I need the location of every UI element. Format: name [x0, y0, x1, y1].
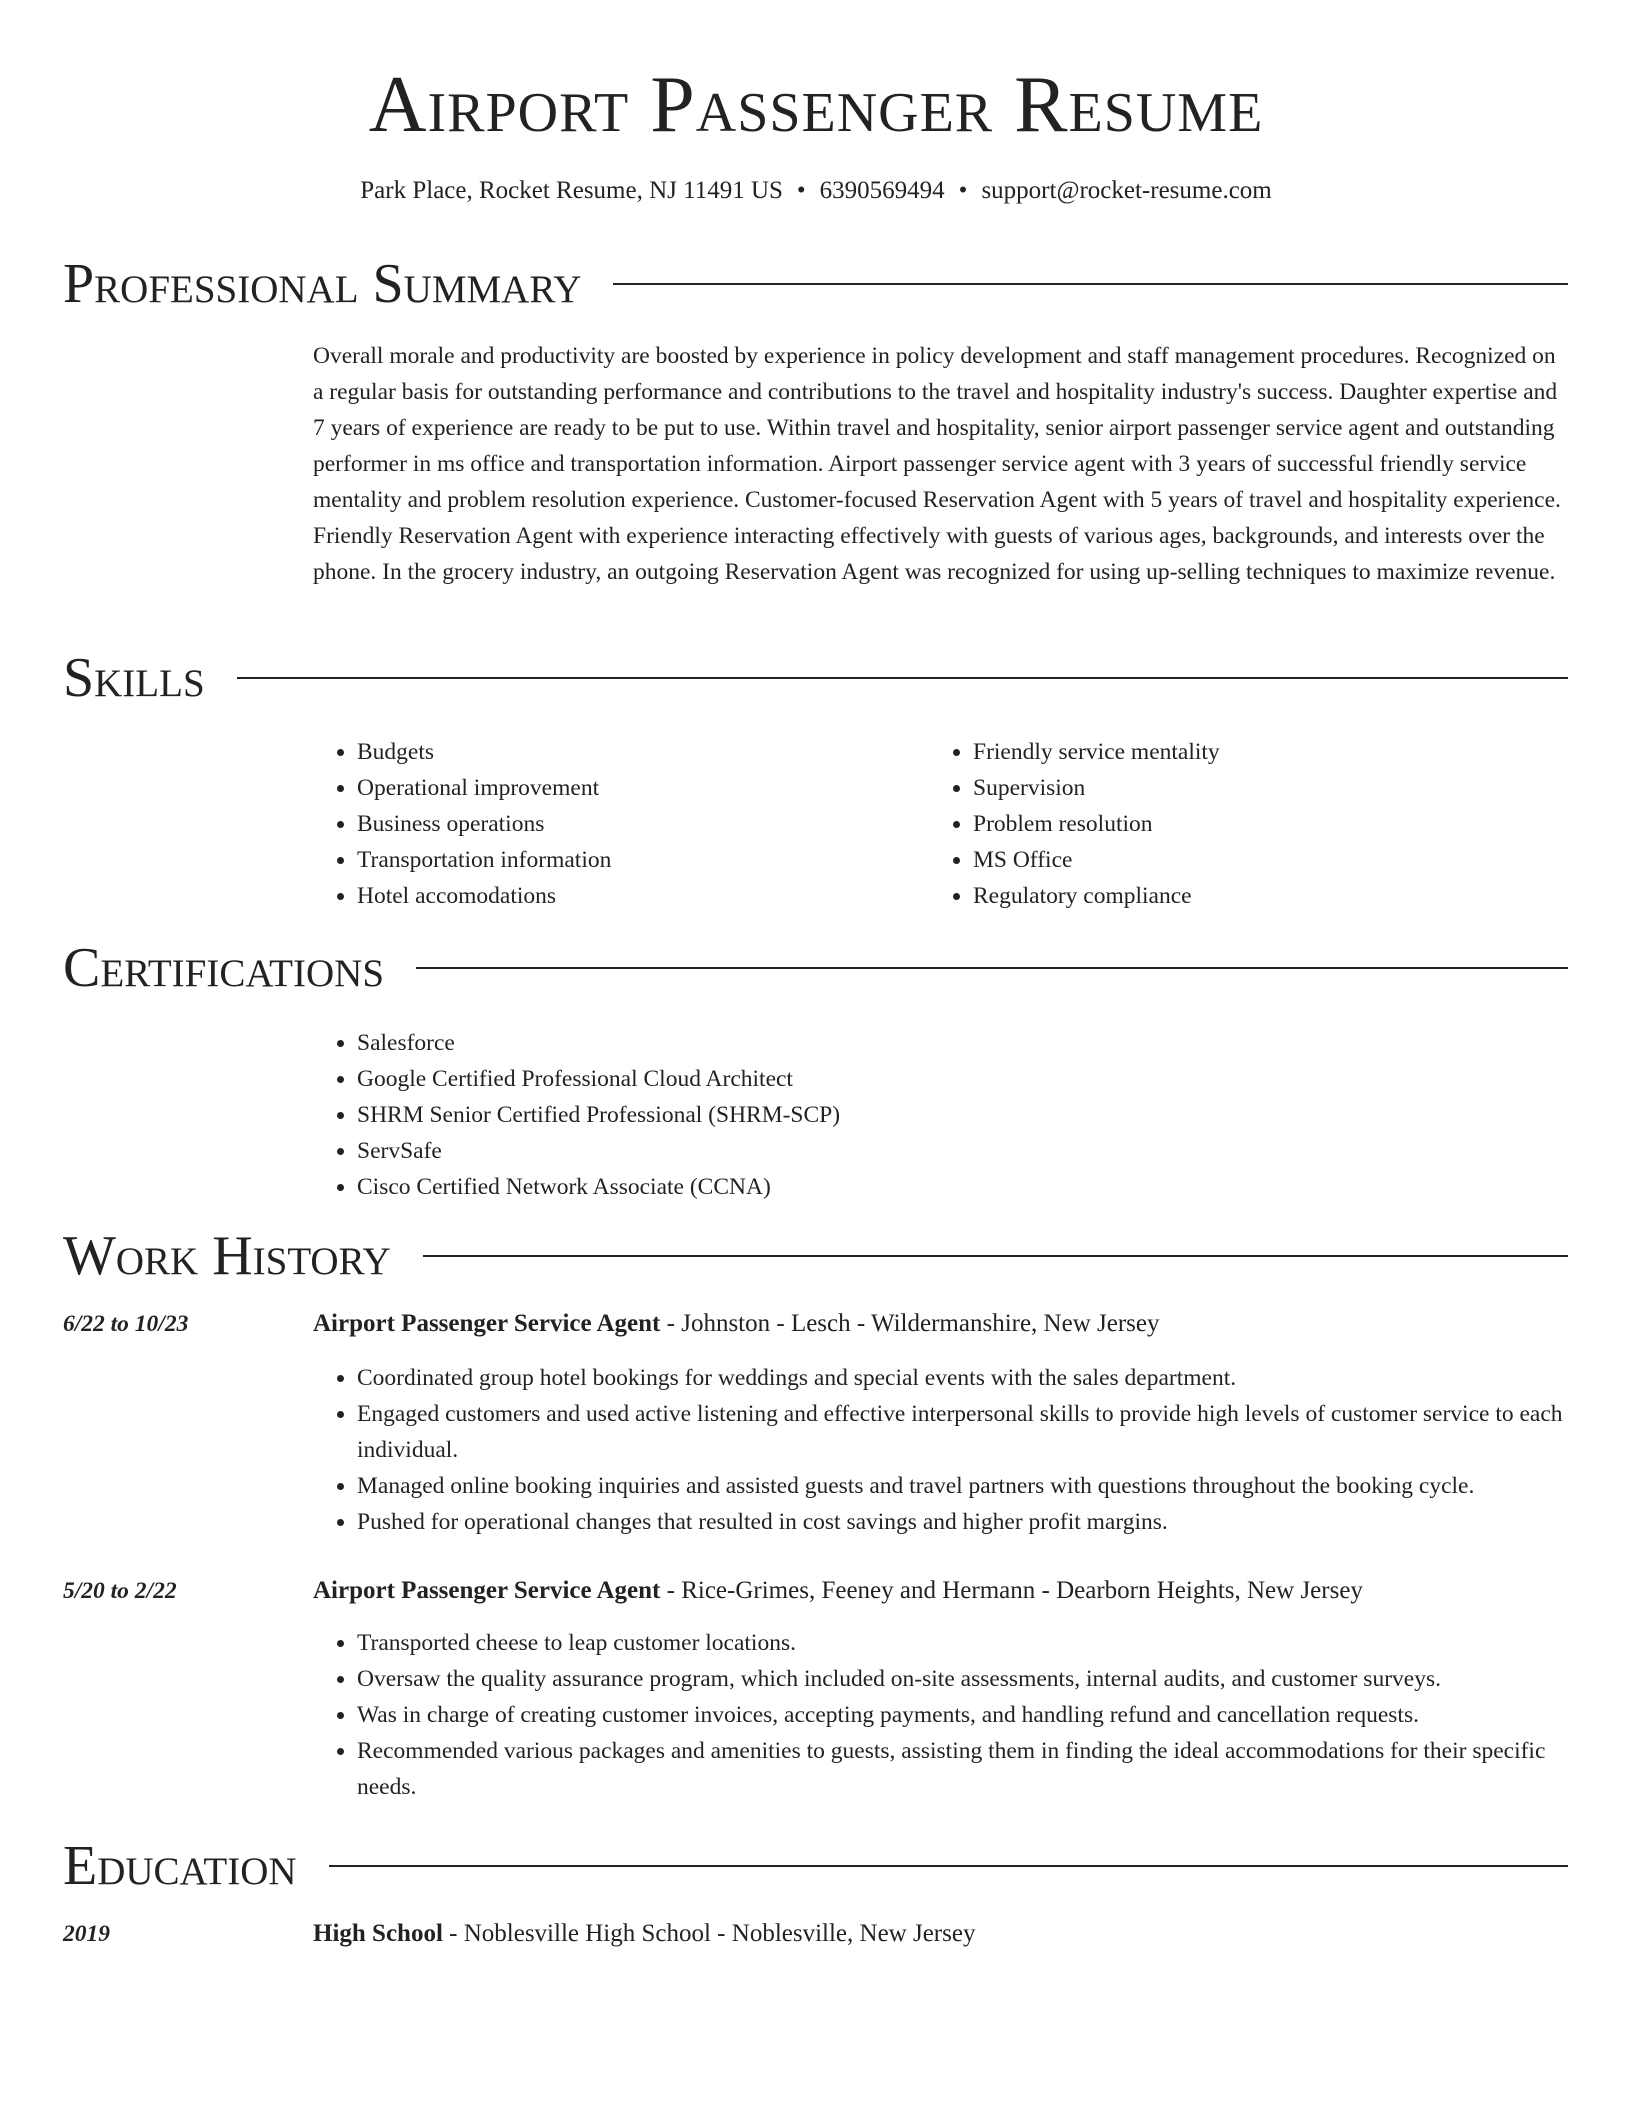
certifications-list [313, 1025, 1513, 1205]
contact-separator: • [958, 177, 968, 204]
section-divider [416, 967, 1568, 969]
education-degree: High School [313, 1920, 443, 1947]
skill-item: • Problem resolution [973, 806, 1569, 842]
job-bullet: • Transported cheese to leap customer locations. [357, 1625, 1573, 1661]
job-bullets [313, 1360, 1573, 1540]
education-year: 2019 [63, 1921, 110, 1947]
job-bullet: • Recommended various packages and amenities to guests, assisting them in finding the ideal accommodations for their specific needs. [357, 1733, 1573, 1805]
summary-text: Overall morale and productivity are boosted by experience in policy development and staff management procedures. Recognized on a regular basis for outstanding performance and contributions to the travel and hospitality industry's success. Daughter expertise and 7 years of experience are ready to be put to use. Within travel and hospitality, senior airport passenger service agent and outstanding performer in ms office and transportation information. Airport passenger service agent with 3 years of successful friendly service mentality and problem resolution experience. Customer-focused Reservation Agent with 5 years of travel and hospitality experience. Friendly Reservation Agent with experience interacting effectively with guests of various ages, backgrounds, and interests over the phone. In the grocery industry, an outgoing Reservation Agent was recognized for using up-selling techniques to maximize revenue. [313, 343, 1561, 585]
work-title: Work History [63, 1225, 391, 1287]
skill-item: • Budgets [357, 734, 913, 770]
skill-item: • Friendly service mentality [973, 734, 1569, 770]
skill-item: • Hotel accomodations [357, 878, 913, 914]
skill-item: • Transportation information [357, 842, 913, 878]
job-bullet: • Was in charge of creating customer invoices, accepting payments, and handling refund and cancellation requests. [357, 1697, 1573, 1733]
job-heading [313, 1306, 1573, 1342]
skill-item: • Regulatory compliance [973, 878, 1569, 914]
job-dates: 6/22 to 10/23 [63, 1311, 189, 1337]
job-heading [313, 1573, 1573, 1609]
education-section-header [63, 1836, 1568, 1896]
skills-column-left [313, 734, 913, 914]
contact-email: support@rocket-resume.com [981, 177, 1272, 204]
certification-item: • ServSafe [357, 1133, 1513, 1169]
certifications-section-header [63, 938, 1568, 998]
job-employer: - Johnston - Lesch - Wildermanshire, New Jersey [660, 1310, 1160, 1337]
contact-line [0, 175, 1632, 207]
certification-item: • Cisco Certified Network Associate (CCNA) [357, 1169, 1513, 1205]
skill-item: • Operational improvement [357, 770, 913, 806]
job-bullet: • Managed online booking inquiries and assisted guests and travel partners with questions throughout the booking cycle. [357, 1468, 1573, 1504]
contact-phone: 6390569494 [819, 177, 945, 204]
job-bullets [313, 1625, 1573, 1805]
contact-address: Park Place, Rocket Resume, NJ 11491 US [360, 177, 783, 204]
section-divider [329, 1865, 1568, 1867]
skills-column-right [929, 734, 1569, 914]
skills-title: Skills [63, 647, 205, 709]
education-school: - Noblesville High School - Noblesville, New Jersey [442, 1920, 976, 1947]
job-bullet: • Oversaw the quality assurance program, which included on-site assessments, internal audits, and customer surveys. [357, 1661, 1573, 1697]
resume-name: Airport Passenger Resume [368, 61, 1264, 149]
skill-item: • Business operations [357, 806, 913, 842]
job-dates: 5/20 to 2/22 [63, 1578, 177, 1604]
job-bullet: • Coordinated group hotel bookings for weddings and special events with the sales department. [357, 1360, 1573, 1396]
job-employer: - Rice-Grimes, Feeney and Hermann - Dearborn Heights, New Jersey [660, 1577, 1363, 1604]
section-divider [237, 677, 1568, 679]
certification-item: • Salesforce [357, 1025, 1513, 1061]
job-position: Airport Passenger Service Agent [313, 1310, 661, 1337]
summary-section-header [63, 254, 1568, 314]
skills-section-header [63, 648, 1568, 708]
job-position: Airport Passenger Service Agent [313, 1577, 661, 1604]
job-bullet: • Engaged customers and used active listening and effective interpersonal skills to provide high levels of customer service to each individual. [357, 1396, 1573, 1468]
summary-title: Professional Summary [63, 253, 582, 315]
section-divider [613, 283, 1568, 285]
certifications-title: Certifications [63, 937, 385, 999]
skill-item: • Supervision [973, 770, 1569, 806]
section-divider [423, 1255, 1568, 1257]
education-title: Education [63, 1835, 297, 1897]
work-section-header [63, 1226, 1568, 1286]
education-heading [313, 1916, 1573, 1952]
skill-item: • MS Office [973, 842, 1569, 878]
certification-item: • Google Certified Professional Cloud Architect [357, 1061, 1513, 1097]
certification-item: • SHRM Senior Certified Professional (SHRM-SCP) [357, 1097, 1513, 1133]
job-bullet: • Pushed for operational changes that resulted in cost savings and higher profit margins. [357, 1504, 1573, 1540]
contact-separator: • [796, 177, 806, 204]
